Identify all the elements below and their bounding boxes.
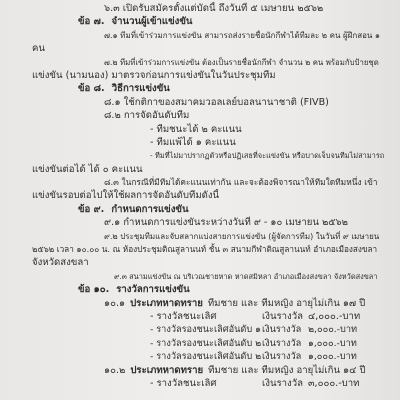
clause-10-number: ข้อ ๑๐. [78, 284, 110, 296]
prize-label: - รางวัลชนะเลิศ [150, 377, 217, 389]
prize-amount: ๑,๐๐๐.-บาท [308, 337, 357, 349]
prize-category-name: ประเภทหาดทราย [130, 364, 204, 376]
prize-amount: ๑,๐๐๐.-บาท [308, 351, 357, 363]
clause-7-2-text: ๗.๒ ทีมที่เข้าร่วมการแข่งขัน ต้องเป็นรายชื่อนักกีฬา จำนวน ๒ คน พร้อมกับป้ายชุด [104, 57, 379, 67]
prize-category-10-2 [0, 364, 384, 377]
prize-label: - รางวัลชนะเลิศ [150, 310, 217, 322]
clause-8-3-text: ๘.๓ ในกรณีที่มีทีมได้คะแนนเท่ากัน และจะต้องพิจารณาให้ทีมใดทีมหนึ่ง เข้า [104, 177, 378, 188]
prize-money-label: เงินรางวัล [262, 351, 302, 363]
clause-9-2-continued: ๒๕๖๒ เวลา ๑๐.๐๐ น. ณ ห้องประชุมติณสูลานนท์ ชั้น ๓ สนามกีฬาติณสูลานนท์ อำเภอเมืองสงขลา [32, 244, 378, 255]
clause-8-1-text: ๘.๑ ใช้กติกาของสมาคมวอลเลย์บอลนานาชาติ (FIVB) [104, 96, 329, 108]
prize-amount: ๔,๐๐๐.-บาท [308, 310, 361, 322]
prize-row [0, 337, 384, 350]
prize-category-number: ๑๐.๑ [104, 297, 126, 309]
prize-row [0, 323, 384, 336]
clause-7-1-text: ๗.๑ ทีมที่เข้าร่วมการแข่งขัน สามารถส่งรายชื่อนักกีฬาได้ทีมละ ๒ คน ผู้ฝึกสอน ๑ [104, 30, 380, 40]
prize-money-label: เงินรางวัล [262, 377, 304, 389]
prize-money-label: เงินรางวัล [262, 324, 302, 336]
clause-10-heading [0, 283, 384, 296]
prize-category-detail: ทีมชาย และ ทีมหญิง อายุไม่เกิน ๑๗ ปี [207, 297, 366, 309]
prize-category-number: ๑๐.๒ [104, 364, 126, 376]
clause-9-2-text: ๙.๒ ประชุมทีมและจับสลากแบ่งสายการแข่งขัน (ผู้จัดการทีม) ในวันที่ ๙ เมษายน [104, 231, 380, 241]
prize-category-name: ประเภทหาดทราย [130, 297, 203, 309]
clause-7-title: จำนวนผู้เข้าแข่งขัน [111, 16, 193, 28]
clause-9-1-text: ๙.๑ กำหนดการแข่งขันระหว่างวันที่ ๙ - ๑๐ เมษายน ๒๕๖๒ [104, 217, 348, 229]
prize-label: - รางวัลรองชนะเลิศอันดับ ๑ [150, 324, 261, 336]
clause-7-1-continued: คน [32, 43, 45, 55]
prize-row [0, 377, 384, 390]
clause-8-title: วิธีการแข่งขัน [111, 83, 170, 95]
prize-amount: ๓,๐๐๐.-บาท [308, 377, 360, 389]
prize-money-label: เงินรางวัล [262, 310, 304, 322]
clause-8-3-continued: แข่งขันรอบต่อไปให้ใช้ผลการจัดอันดับทีมดังนี้ [32, 190, 220, 202]
clause-8-2-text: ๘.๒ การจัดอันดับทีม [104, 110, 190, 122]
clause-7-heading [0, 15, 384, 28]
clause-9-heading [0, 203, 384, 216]
prize-label: - รางวัลรองชนะเลิศอันดับ ๒ [150, 351, 262, 363]
clause-9-title: กำหนดการแข่งขัน [111, 203, 189, 215]
prize-row [0, 350, 384, 363]
clause-7-number: ข้อ ๗. [78, 16, 105, 28]
ranking-point-forfeit: - ทีมที่ไม่มาปรากฏตัวหรือปฏิเสธที่จะแข่งขัน หรือบาดเจ็บจนทีมไม่สามารถ [150, 151, 384, 161]
clause-8-number: ข้อ ๘. [78, 83, 105, 95]
prize-category-10-1 [0, 297, 384, 310]
clause-9-number: ข้อ ๙. [78, 203, 105, 215]
ranking-point-win: - ทีมชนะได้ ๒ คะแนน [150, 123, 242, 135]
prize-row [0, 310, 384, 323]
prize-label: - รางวัลรองชนะเลิศอันดับ ๒ [150, 337, 262, 349]
ranking-point-forfeit-continued: แข่งขันต่อได้ ได้ ๐ คะแนน [32, 163, 143, 175]
clause-8-heading [0, 82, 384, 95]
clause-9-3-text: ๙.๓ สนามแข่งขัน ณ บริเวณชายหาด หาดสมิหลา อำเภอเมืองสงขลา จังหวัดสงขลา [114, 271, 378, 281]
clause-6-3-text: ๖.๓ เปิดรับสมัครตั้งแต่บัดนี้ ถึงวันที่ ๕ เมษายน ๒๕๖๒ [104, 3, 324, 14]
ranking-point-lose: - ทีมแพ้ได้ ๑ คะแนน [150, 136, 236, 148]
prize-category-detail: ทีมชาย และ ทีมหญิง อายุไม่เกิน ๑๔ ปี [208, 364, 366, 376]
prize-money-label: เงินรางวัล [262, 337, 302, 349]
clause-9-2-continued-province: จังหวัดสงขลา [32, 257, 89, 269]
prize-amount: ๒,๐๐๐.-บาท [308, 324, 358, 336]
clause-10-title: รางวัลการแข่งขัน [116, 284, 190, 296]
clause-7-2-continued: แข่งขัน (นามนอง) มาตรวจก่อนการแข่งขันในวันประชุมทีม [32, 69, 276, 81]
